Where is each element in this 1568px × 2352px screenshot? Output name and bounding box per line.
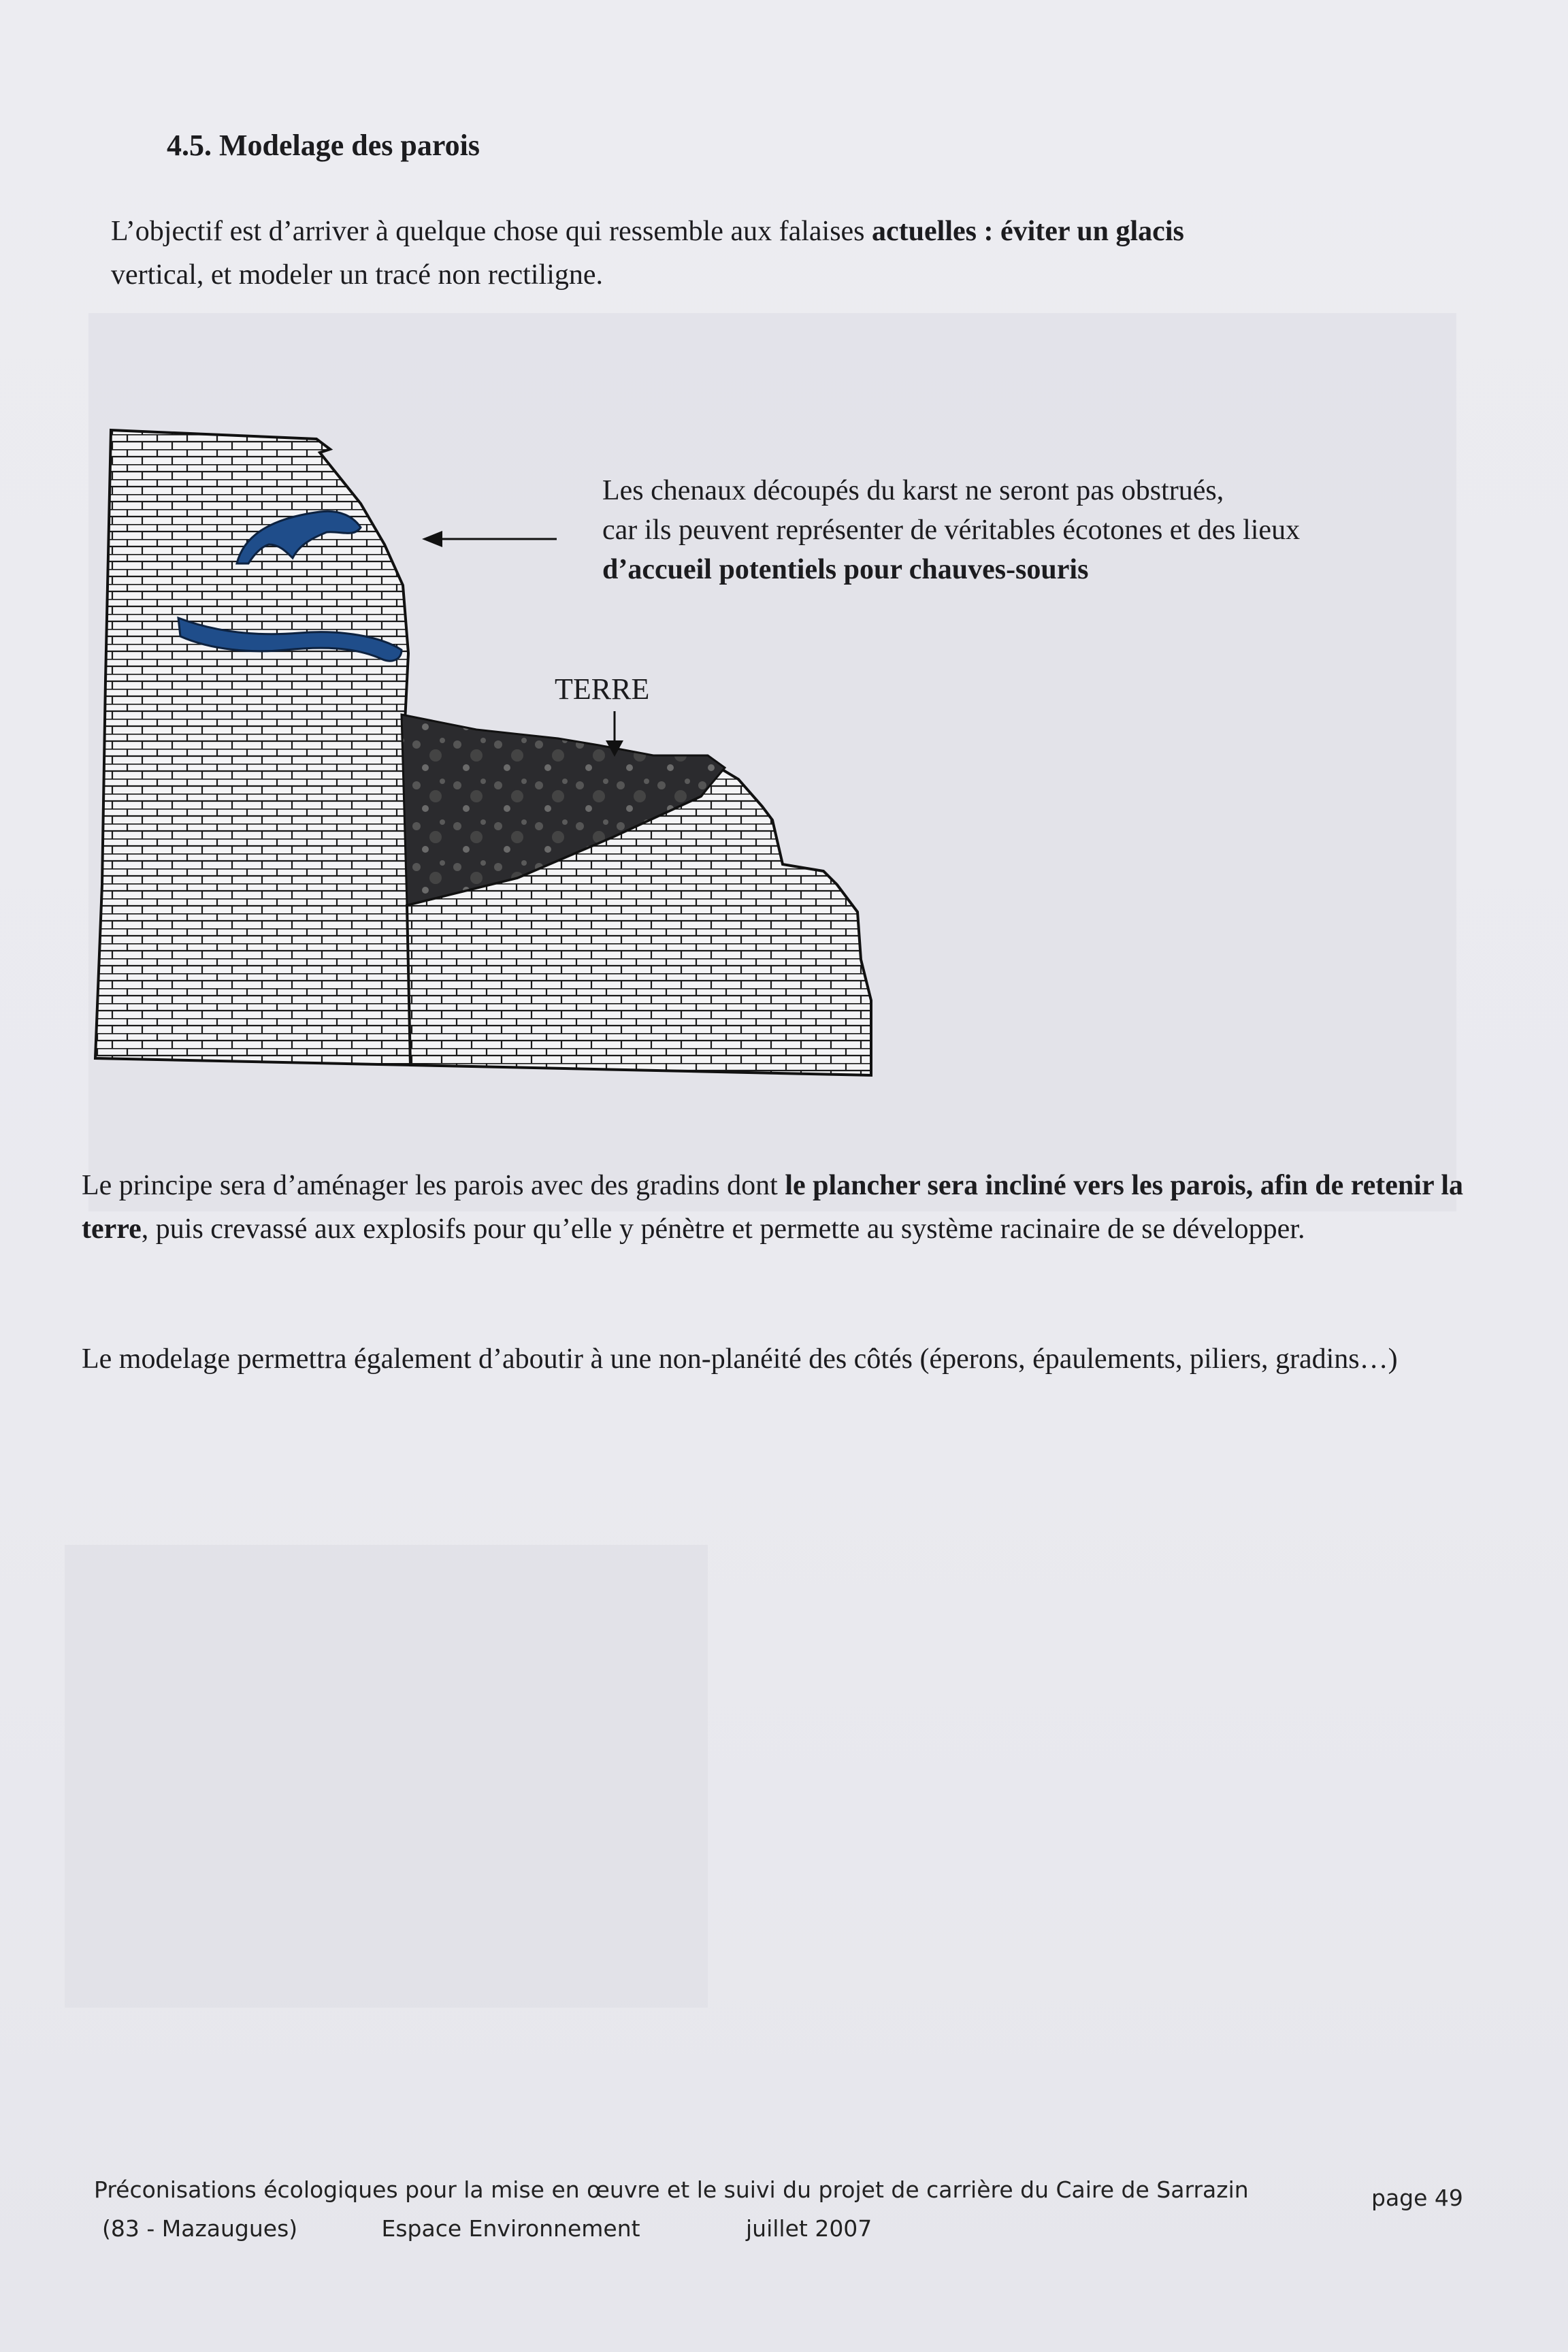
principle-paragraph (82, 1164, 1463, 1251)
caption-line-3: d’accueil potentiels pour chauves-souris (602, 554, 1089, 585)
principle-text: Le principe sera d’aménager les parois avec des gradins dont (82, 1170, 785, 1201)
principle-text-end: , puis crevassé aux explosifs pour qu’elle y pénètre et permette au système racinaire de se développer. (141, 1213, 1305, 1245)
diagram-caption (602, 471, 1480, 589)
page-number: page 49 (1371, 2185, 1463, 2211)
show-through-diagram-bottom (65, 1545, 708, 2008)
arrow-head-channels (422, 531, 442, 547)
footer-date: juillet 2007 (746, 2215, 872, 2242)
intro-text: L’objectif est d’arriver à quelque chose qui ressemble aux falaises (111, 216, 872, 247)
footer-location: (83 - Mazaugues) (102, 2215, 298, 2242)
intro-bold-text: actuelles : éviter un glacis (872, 216, 1184, 247)
modelage-paragraph: Le modelage permettra également d’aboutir à une non-planéité des côtés (éperons, épaulements, piliers, gradins…) (82, 1343, 1398, 1375)
caption-line-1: Les chenaux découpés du karst ne seront pas obstrués, (602, 475, 1224, 506)
footer-title: Préconisations écologiques pour la mise en œuvre et le suivi du projet de carrière du Caire de Sarrazin (94, 2176, 1249, 2203)
terre-label: TERRE (555, 672, 650, 706)
caption-line-2: car ils peuvent représenter de véritables écotones et des lieux (602, 514, 1301, 546)
footer-meta (102, 2215, 872, 2242)
principle-bold-text: le plancher sera incliné vers les parois, afin de retenir la terre (82, 1170, 1464, 1245)
cliff-upper-block (95, 430, 410, 1065)
section-heading: 4.5. Modelage des parois (167, 129, 480, 162)
intro-text-end: vertical, et modeler un tracé non rectiligne. (111, 259, 604, 291)
footer-author: Espace Environnement (381, 2215, 640, 2242)
